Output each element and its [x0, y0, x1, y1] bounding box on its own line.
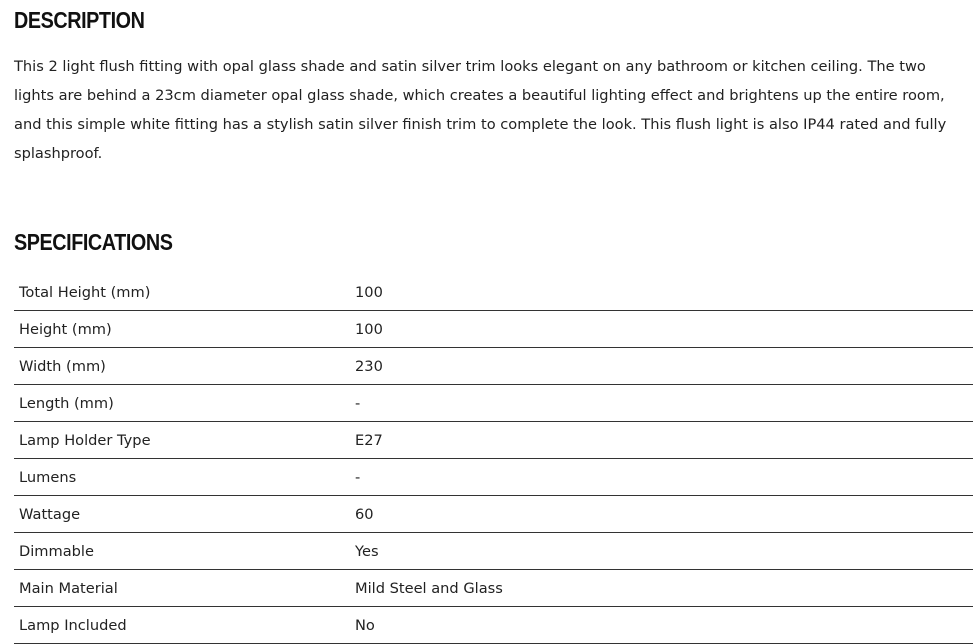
spec-row-lamp-holder-type: [14, 422, 973, 459]
spec-value: 100: [350, 274, 973, 311]
spec-label: Total Height (mm): [14, 274, 350, 311]
spec-row-total-height: [14, 274, 973, 311]
spec-value: 60: [350, 496, 973, 533]
spec-row-wattage: [14, 496, 973, 533]
spec-value: -: [350, 385, 973, 422]
spec-row-height: [14, 311, 973, 348]
spec-label: Wattage: [14, 496, 350, 533]
spec-value: Mild Steel and Glass: [350, 570, 973, 607]
spec-value: 100: [350, 311, 973, 348]
specifications-heading: SPECIFICATIONS: [14, 229, 173, 255]
spec-label: Main Material: [14, 570, 350, 607]
spec-row-length: [14, 385, 973, 422]
spec-value: 230: [350, 348, 973, 385]
description-text: This 2 light flush fitting with opal glass shade and satin silver trim looks elegant on any bathroom or kitchen ceiling. The two lights are behind a 23cm diameter opal glass shade, which creates a beautiful lighting effect and brightens up the entire room, and this simple white fitting has a stylish satin silver finish trim to complete the look. This flush light is also IP44 rated and fully splashproof.: [14, 58, 947, 162]
spec-label: Height (mm): [14, 311, 350, 348]
spec-row-dimmable: [14, 533, 973, 570]
spec-row-lamp-included: [14, 607, 973, 644]
spec-row-width: [14, 348, 973, 385]
spec-value: No: [350, 607, 973, 644]
spec-label: Width (mm): [14, 348, 350, 385]
spec-label: Dimmable: [14, 533, 350, 570]
spec-label: Lumens: [14, 459, 350, 496]
spec-label: Lamp Holder Type: [14, 422, 350, 459]
spec-value: Yes: [350, 533, 973, 570]
description-heading: DESCRIPTION: [14, 7, 145, 33]
spec-row-lumens: [14, 459, 973, 496]
spec-label: Lamp Included: [14, 607, 350, 644]
specifications-table: [14, 274, 973, 644]
spec-value: E27: [350, 422, 973, 459]
spec-label: Length (mm): [14, 385, 350, 422]
spec-value: -: [350, 459, 973, 496]
spec-row-main-material: [14, 570, 973, 607]
